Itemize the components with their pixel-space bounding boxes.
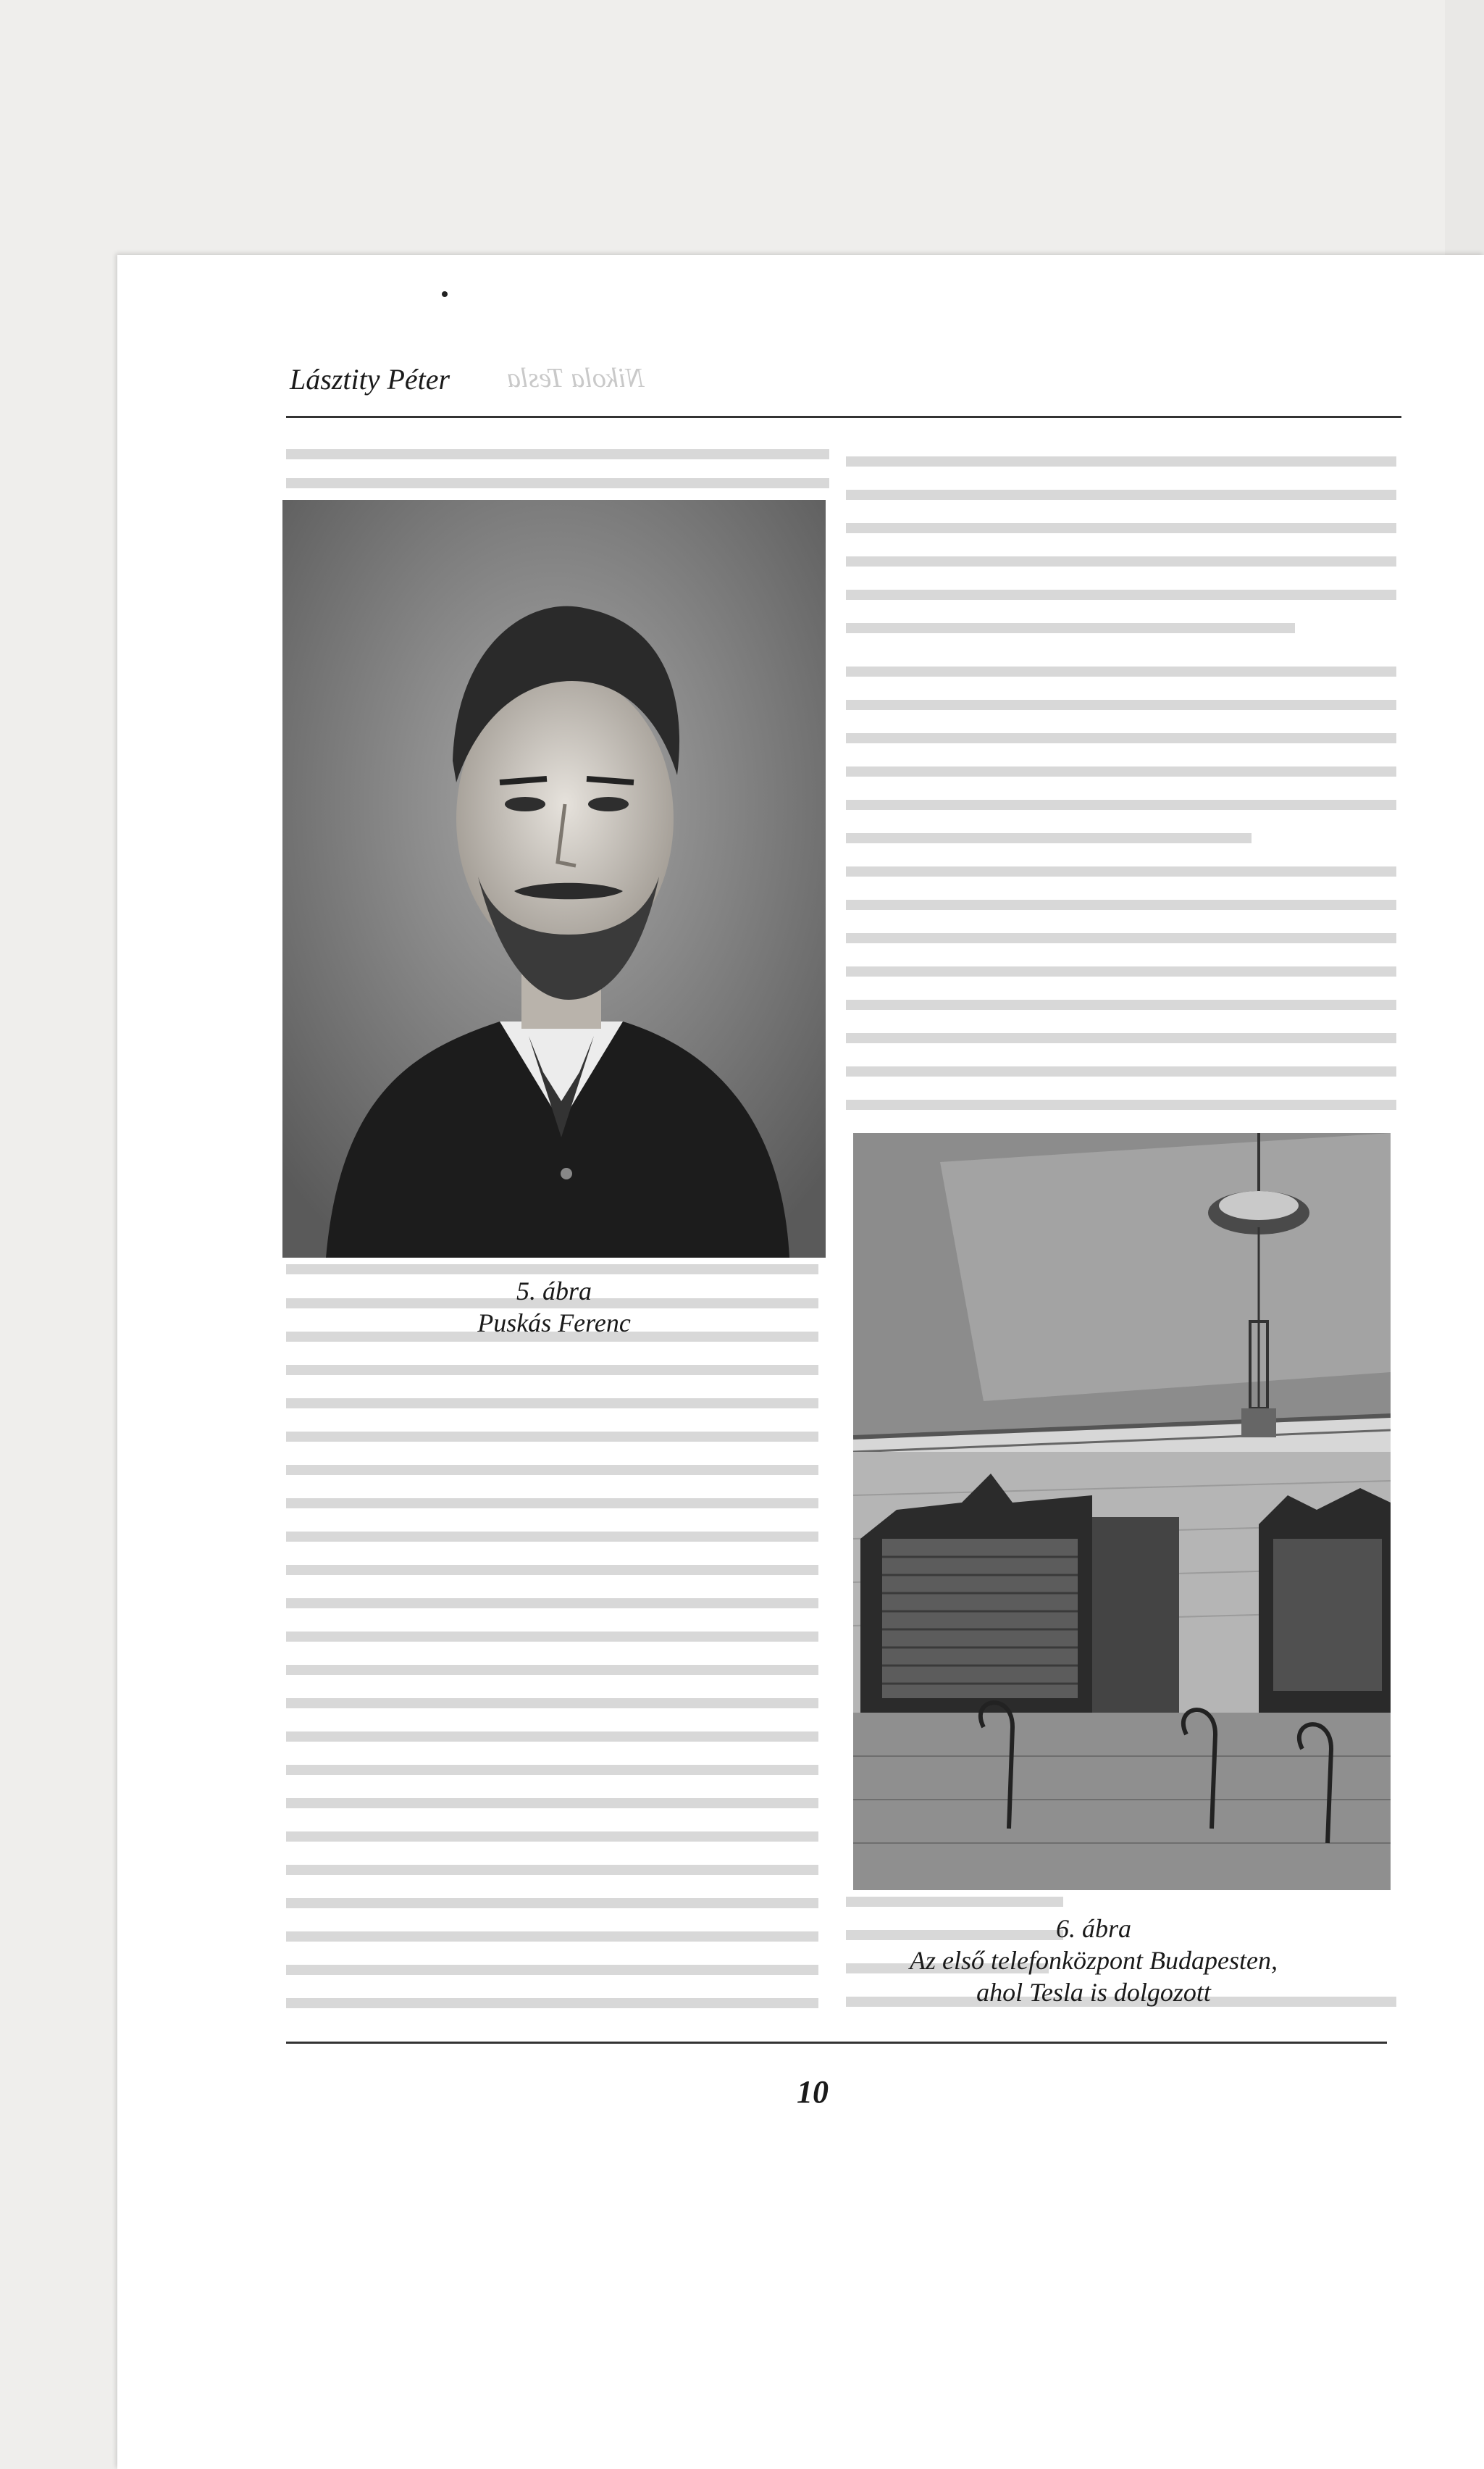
figure-5-label: 5. ábra <box>516 1277 592 1305</box>
exchange-illustration <box>853 1133 1391 1890</box>
figure-6-title-line-2: ahol Tesla is dolgozott <box>976 1978 1211 2007</box>
footer-rule <box>286 2042 1387 2044</box>
figure-5-caption <box>435 1275 674 1339</box>
figure-6-exchange-photo <box>853 1133 1391 1890</box>
figure-5-title: Puskás Ferenc <box>477 1308 631 1337</box>
page-number: 10 <box>797 2074 829 2110</box>
bleed-through-title: Nikola Tesla <box>507 363 645 393</box>
figure-6-label: 6. ábra <box>1055 1914 1131 1943</box>
figure-6-caption <box>898 1913 1289 2008</box>
figure-5-portrait-photo <box>282 500 826 1258</box>
running-head-author: Lásztity Péter <box>290 363 450 396</box>
figure-6-title-line-1: Az első telefonközpont Budapesten, <box>910 1946 1278 1975</box>
portrait-illustration <box>282 500 826 1258</box>
